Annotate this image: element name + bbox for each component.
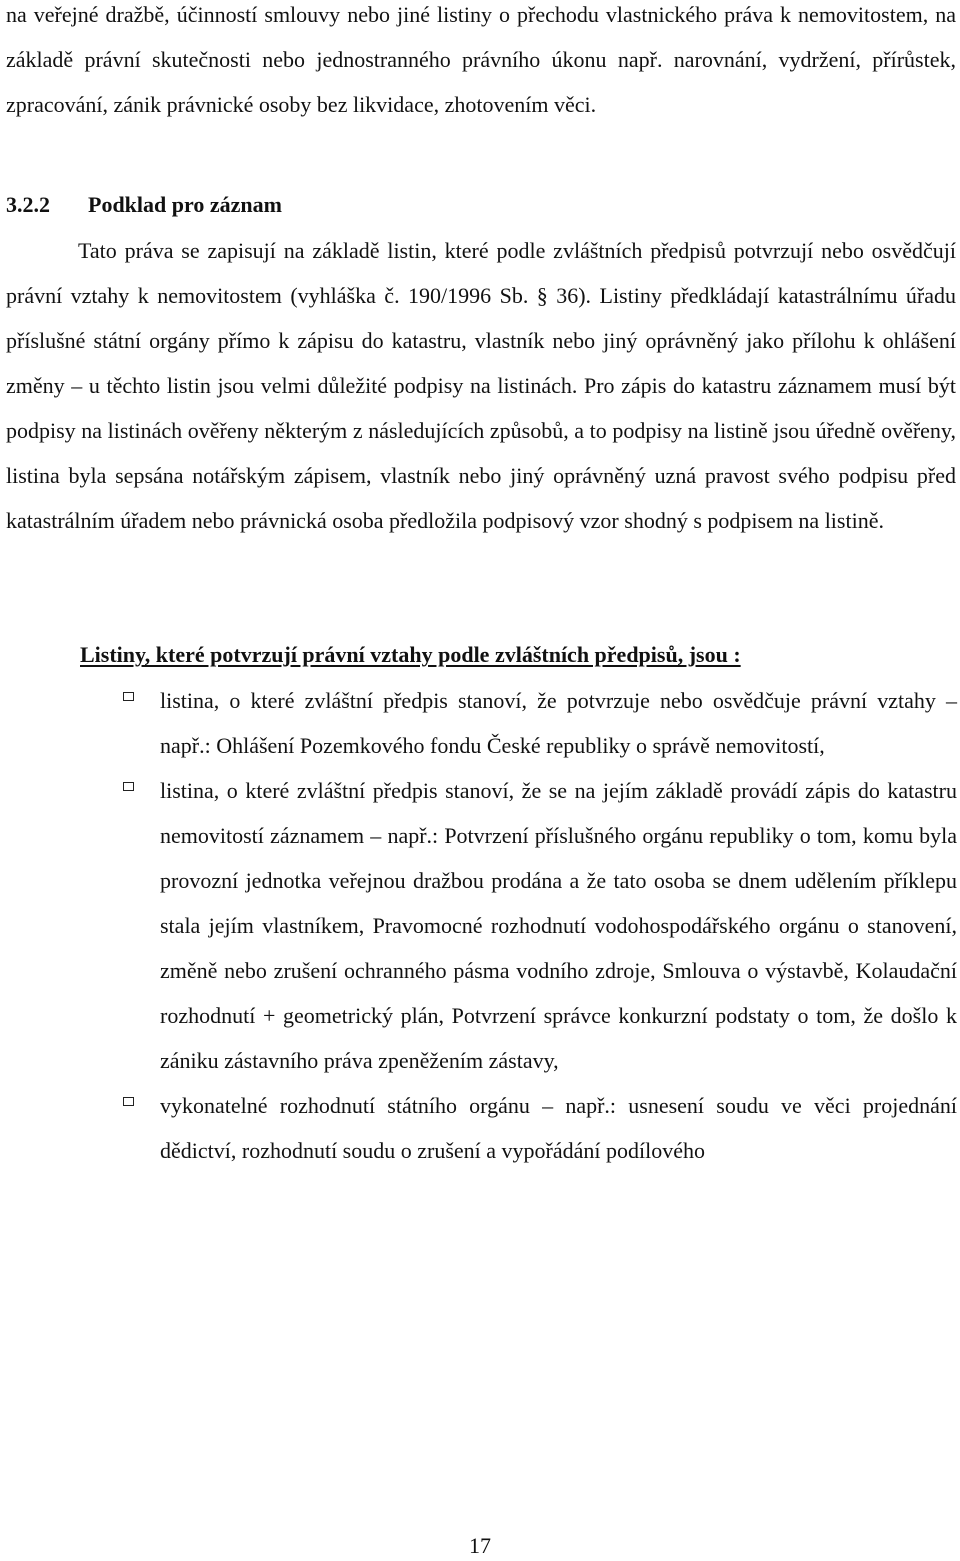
square-bullet-icon: [123, 692, 134, 701]
intro-paragraph: na veřejné dražbě, účinností smlouvy nebo jiné listiny o přechodu vlastnického práva k nemovitostem, na základě právní skutečnosti nebo jednostranného právního úkonu např. narovnání, vydržení, přírůstek, zpracování, zánik právnické osoby bez likvidace, zhotovením věci.: [6, 2, 956, 117]
list-item: [160, 678, 957, 768]
square-bullet-icon: [123, 1097, 134, 1106]
square-bullet-icon: [123, 782, 134, 791]
list-item-text: vykonatelné rozhodnutí státního orgánu – např.: usnesení soudu ve věci projednání dědictví, rozhodnutí soudu o zrušení a vypořádání podílového: [160, 1093, 957, 1163]
section-heading: [6, 182, 282, 227]
list-item: [160, 768, 957, 1083]
section-title: Podklad pro záznam: [88, 192, 282, 217]
list-heading: Listiny, které potvrzují právní vztahy podle zvláštních předpisů, jsou :: [80, 642, 741, 667]
document-list: [160, 678, 957, 1173]
list-item: [160, 1083, 957, 1173]
page-number: 17: [469, 1533, 491, 1558]
list-item-text: listina, o které zvláštní předpis stanoví, že se na jejím základě provádí zápis do katastru nemovitostí záznamem – např.: Potvrzení příslušného orgánu republiky o tom, komu byla provozní jednotka veřejnou dražbou prodána a že tato osoba se dnem udělením příklepu stala jejím vlastníkem, Pravomocné rozhodnutí vodohospodářského orgánu o stanovení, změně nebo zrušení ochranného pásma vodního zdroje, Smlouva o výstavbě, Kolaudační rozhodnutí + geometrický plán, Potvrzení správce konkurzní podstaty o tom, že došlo k zániku zástavního práva zpeněžením zástavy,: [160, 778, 957, 1073]
list-item-text: listina, o které zvláštní předpis stanoví, že potvrzuje nebo osvědčuje právní vztahy – např.: Ohlášení Pozemkového fondu České republiky o správě nemovitostí,: [160, 688, 957, 758]
section-number: 3.2.2: [6, 192, 50, 217]
main-paragraph: Tato práva se zapisují na základě listin, které podle zvláštních předpisů potvrzují nebo osvědčují právní vztahy k nemovitostem (vyhláška č. 190/1996 Sb. § 36). Listiny předkládají katastrálnímu úřadu příslušné státní orgány přímo k zápisu do katastru, vlastník nebo jiný oprávněný jako přílohu k ohlášení změny – u těchto listin jsou velmi důležité podpisy na listinách. Pro zápis do katastru záznamem musí být podpisy na listinách ověřeny některým z následujících způsobů, a to podpisy na listině jsou úředně ověřeny, listina byla sepsána notářským zápisem, vlastník nebo jiný oprávněný uzná pravost svého podpisu před katastrálním úřadem nebo právnická osoba předložila podpisový vzor shodný s podpisem na listině.: [6, 238, 956, 533]
